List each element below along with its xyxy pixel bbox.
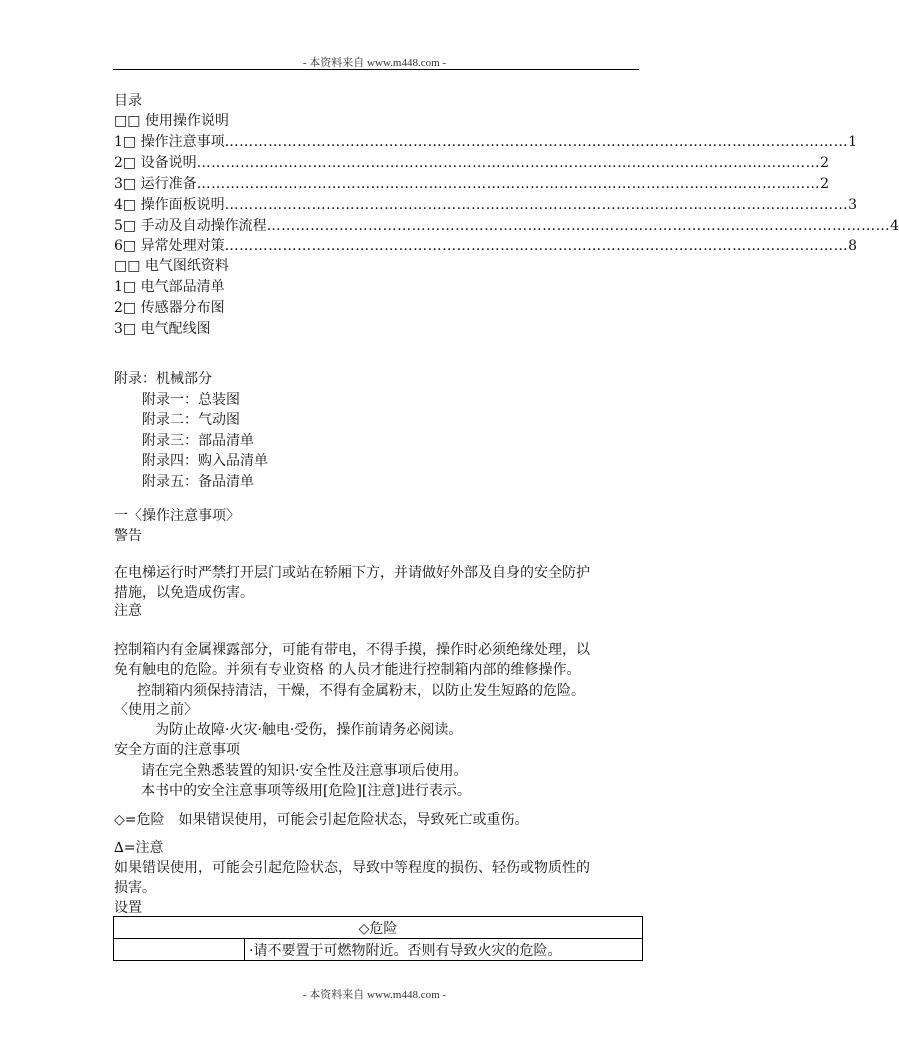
toc-leader: ………………………………………………………………………………………………………………… bbox=[266, 218, 891, 234]
toc-leader: ………………………………………………………………………………………………………………… bbox=[224, 134, 849, 150]
caution-text: 免有触电的危险。并须有专业资格 的人员才能进行控制箱内部的维修操作。 bbox=[114, 662, 581, 678]
appendix-item: 附录五：备品清单 bbox=[142, 474, 254, 490]
caution-text: 控制箱内须保持清洁，干燥，不得有金属粉末，以防止发生短路的危险。 bbox=[137, 683, 585, 699]
toc-section-1: □□ 使用操作说明 bbox=[114, 113, 229, 129]
toc-leader: ………………………………………………………………………………………………………………… bbox=[196, 155, 821, 171]
toc-leader: ………………………………………………………………………………………………………………… bbox=[224, 197, 849, 213]
caution-definition-text: 如果错误使用，可能会引起危险状态，导致中等程度的损伤、轻伤或物质性的 bbox=[114, 860, 590, 876]
danger-table-text: ·请不要置于可燃物附近。否则有导致火灾的危险。 bbox=[245, 939, 643, 961]
danger-table bbox=[113, 916, 643, 961]
warning-text: 措施，以免造成伤害。 bbox=[114, 585, 254, 601]
setup-label: 设置 bbox=[114, 900, 142, 916]
header-rule bbox=[113, 69, 639, 70]
toc-item-page: 2 bbox=[820, 176, 830, 192]
toc-item-label: 5□ 手动及自动操作流程 bbox=[114, 218, 267, 234]
toc-item-page: 1 bbox=[848, 134, 858, 150]
danger-table-header: ◇危险 bbox=[114, 917, 643, 939]
danger-table-empty-cell bbox=[114, 939, 245, 961]
caution-definition-text: 损害。 bbox=[114, 880, 156, 896]
toc-item-page: 3 bbox=[848, 197, 858, 213]
toc-item[interactable] bbox=[114, 236, 858, 256]
toc-item[interactable] bbox=[114, 174, 830, 194]
toc-item-label: 3□ 运行准备 bbox=[114, 176, 197, 192]
toc-subitem[interactable]: 2□ 传感器分布图 bbox=[114, 300, 225, 316]
toc-item-label: 1□ 操作注意事项 bbox=[114, 134, 225, 150]
caution-label: 注意 bbox=[114, 603, 142, 619]
warning-text: 在电梯运行时严禁打开层门或站在轿厢下方，并请做好外部及自身的安全防护 bbox=[114, 565, 590, 581]
toc-subitem[interactable]: 3□ 电气配线图 bbox=[114, 321, 211, 337]
appendix-item: 附录一：总装图 bbox=[142, 392, 240, 408]
toc-item-page: 2 bbox=[820, 155, 830, 171]
before-use-text: 为防止故障·火灾·触电·受伤，操作前请务必阅读。 bbox=[155, 722, 463, 738]
page-footer: - 本资料来自 www.m448.com - bbox=[302, 989, 447, 1001]
safety-title: 安全方面的注意事项 bbox=[114, 742, 240, 758]
appendix-item: 附录二：气动图 bbox=[142, 412, 240, 428]
toc-item-label: 6□ 异常处理对策 bbox=[114, 238, 225, 254]
toc-item-label: 2□ 设备说明 bbox=[114, 155, 197, 171]
toc-section-2: □□ 电气图纸资料 bbox=[114, 258, 229, 274]
toc-title: 目录 bbox=[114, 93, 142, 109]
caution-definition-label: ∆=注意 bbox=[114, 840, 164, 856]
safety-text: 本书中的安全注意事项等级用[危险][注意]进行表示。 bbox=[141, 783, 471, 799]
toc-item-page: 4 bbox=[890, 218, 899, 234]
warning-label: 警告 bbox=[114, 528, 142, 544]
toc-leader: ………………………………………………………………………………………………………………… bbox=[224, 238, 849, 254]
caution-text: 控制箱内有金属裸露部分，可能有带电，不得手摸，操作时必须绝缘处理，以 bbox=[114, 642, 590, 658]
appendix-item: 附录三：部品清单 bbox=[142, 433, 254, 449]
danger-definition: ◇=危险 如果错误使用，可能会引起危险状态，导致死亡或重伤。 bbox=[114, 812, 529, 828]
toc-leader: ………………………………………………………………………………………………………………… bbox=[196, 176, 821, 192]
toc-item[interactable] bbox=[114, 132, 858, 152]
page-header: - 本资料来自 www.m448.com - bbox=[302, 57, 447, 69]
toc-item[interactable] bbox=[114, 195, 858, 215]
toc-subitem[interactable]: 1□ 电气部品清单 bbox=[114, 279, 225, 295]
before-use-title: 〈使用之前〉 bbox=[114, 702, 198, 718]
toc-item[interactable] bbox=[114, 153, 830, 173]
appendix-title: 附录：机械部分 bbox=[114, 371, 212, 387]
safety-text: 请在完全熟悉装置的知识·安全性及注意事项后使用。 bbox=[141, 763, 468, 779]
toc-item-page: 8 bbox=[848, 238, 858, 254]
toc-item[interactable] bbox=[114, 216, 899, 236]
toc-item-label: 4□ 操作面板说明 bbox=[114, 197, 225, 213]
section-title: 一〈操作注意事项〉 bbox=[114, 508, 240, 524]
appendix-item: 附录四：购入品清单 bbox=[142, 453, 268, 469]
table-row bbox=[114, 939, 643, 961]
